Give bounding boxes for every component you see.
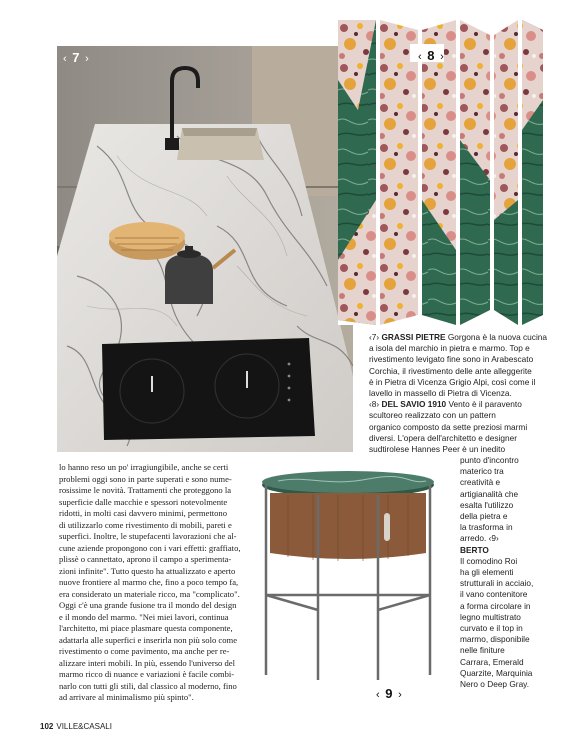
caption-brand: DEL SAVIO 1910 [381,399,447,410]
figure-label-7: ‹ 7 › [63,50,90,65]
caption-line [460,601,572,612]
body-line: era considerato un materiale ricco, ma "complicato". [59,588,240,599]
caption-text: della pietra e [460,511,508,522]
caption-line [369,377,569,388]
caption-text: Il comodino Roi [460,555,518,566]
caption-line [460,489,572,500]
caption-text: la trasforma in [460,522,513,533]
caption-line [460,645,572,656]
caption-text: materico tra [460,466,504,477]
body-line: rosissime le novità. Trattamenti che proteggono la [59,485,232,495]
caption-text: creatività e [460,477,501,488]
caption-text: a forma circolare in [460,600,531,611]
body-line: e il mondo del marmo. "Nei miei lavori, continua [59,611,229,622]
caption-text: diversi. L'opera dell'architetto e designer [369,432,517,443]
caption-line [460,545,572,556]
body-line: rivestimento o come pavimento, ma anche per re- [59,646,230,656]
caption-text: nelle finiture [460,645,505,656]
marble-screen-photo [338,20,543,325]
caption-line [460,668,572,679]
body-line: adattarla alle superfici e inserirla non più solo come [59,634,238,645]
figure-label-9: ‹ 9 › [376,686,403,701]
caption-line [460,556,572,567]
caption-text: scultoreo realizzato con un pattern [369,410,496,421]
caption-line [460,589,572,600]
body-line: narlo con tutti gli stili, dal classico al moderno, fino [59,680,237,691]
body-line: plissè o cannettato, aprono il campo a sperimenta- [59,554,232,564]
caption-line [460,679,572,690]
kitchen-island-photo [57,46,353,452]
caption-line [369,332,569,343]
article-body-text [59,462,245,704]
caption-brand: BERTO [460,544,489,555]
body-line: superficie dalle macchie e spessori notevolmente [59,496,228,507]
caption-line [369,410,569,421]
body-line: Oggi c'è una grande fusione tra il mondo del design [59,600,237,610]
caption-text: artigianalità che [460,488,519,499]
caption-line [460,477,572,488]
caption-line [460,500,572,511]
caption-brand: GRASSI PIETRE [381,332,446,342]
caption-text: Carrara, Emerald [460,656,524,667]
caption-text: punto d'incontro [460,455,519,465]
body-line: l'architetto, mi piace plasmare questa componente, [59,623,233,633]
caption-line [460,634,572,645]
caption-text: marmo, disponibile [460,634,530,645]
body-line: nuove frontiere al marmo che, fino a poco tempo fa, [59,577,239,587]
caption-text: ha gli elementi [460,567,514,578]
caption-line [460,578,572,589]
caption-line [460,657,572,668]
caption-text: ‹8› [369,399,382,410]
caption-line [460,511,572,522]
figure-label-8: ‹ 8 › [418,48,445,63]
caption-line [460,567,572,578]
caption-text: lavello in massello di Pietra di Vicenza. [369,388,512,399]
caption-line [369,343,569,354]
page-footer [40,722,112,731]
body-line: cune aziende propongono con i vari effetti: graffiato, [59,542,241,553]
caption-text: Corchia, il rivestimento delle ante alleggerite [369,365,532,376]
body-line: di utilizzarlo come rivestimento di mobili, pareti e [59,519,232,530]
caption-text: Nero o Deep Gray. [460,679,530,690]
caption-text: il vano contenitore [460,589,528,600]
caption-line [369,433,569,444]
caption-text: a isola del marchio in pietra e marmo. Top e [369,343,530,354]
body-line: marmo ricco di nuance e variazioni è facile combi- [59,669,235,679]
caption-text: esalta l'utilizzo [460,499,514,510]
caption-text: Gorgona è la nuova cucina [445,332,548,342]
caption-line [369,444,569,455]
body-line: problemi oggi sono in parte superati e sono nume- [59,473,232,484]
caption-text: legno multistrato [460,611,521,622]
caption-right [369,332,569,455]
body-line: superfici. Inoltre, le stupefacenti lavorazioni che al- [59,531,237,541]
caption-line [460,466,572,477]
caption-text: Quarzite, Marquinia [460,667,533,678]
page-number: 102 [40,722,54,731]
caption-line [369,422,569,433]
caption-text: ‹7› [369,332,382,342]
caption-text: strutturali in acciaio, [460,578,534,589]
caption-line [460,455,572,466]
nightstand-photo [258,465,438,685]
caption-line [369,399,569,410]
caption-text: rivestimento levigato fine sono in Arabescato [369,354,534,365]
body-line: ad arrivare al minimalismo più spinto". [59,692,194,702]
magazine-name: VILLE&CASALI [56,722,112,731]
caption-line [369,366,569,377]
caption-line [369,354,569,365]
caption-text: organico composto da sette preziosi marmi [369,421,528,432]
caption-narrow [460,455,572,690]
body-line: lo hanno reso un po' irragiungibile, anche se certi [59,462,229,472]
caption-text: curvato e il top in [460,623,523,634]
body-line: alizzare interi mobili. In più, essendo l'universo del [59,657,235,668]
caption-line [460,612,572,623]
body-line: ridotti, in molti casi davvero minimi, permettono [59,508,228,518]
caption-text: arredo. ‹9› [460,533,499,544]
caption-text: è in Pietra di Vicenza Grigio Alpi, così come il [369,376,536,387]
caption-text: Vento è il paravento [446,399,522,410]
caption-line [460,522,572,533]
caption-line [460,533,572,544]
caption-line [369,388,569,399]
caption-text: sudtirolese Hannes Peer è un inedito [369,444,506,455]
body-line: zioni infinite". Tutto questo ha attualizzato e aperto [59,565,236,576]
caption-line [460,623,572,634]
